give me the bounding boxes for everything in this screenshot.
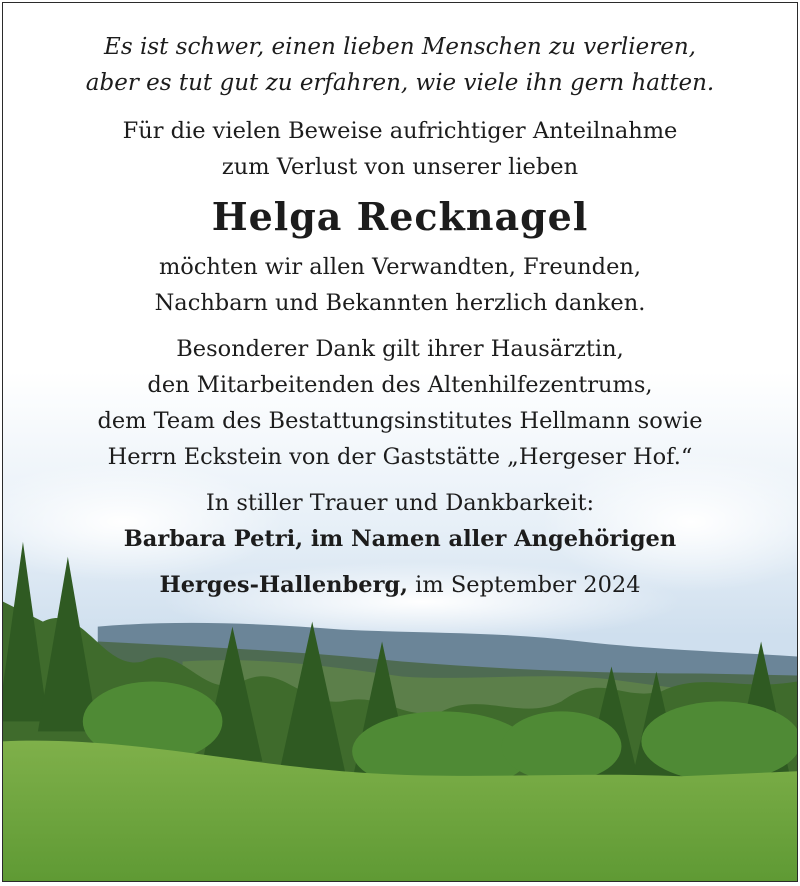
obituary-text <box>3 3 797 603</box>
special-thanks <box>3 331 797 475</box>
deceased-name: Helga Recknagel <box>211 194 589 239</box>
thanks <box>3 249 797 321</box>
intro-line-2: zum Verlust von unserer lieben <box>221 154 579 180</box>
intro-line-1: Für die vielen Beweise aufrichtiger Anteilnahme <box>122 118 678 144</box>
place: Herges-Hallenberg, <box>159 572 408 598</box>
motto <box>3 29 797 101</box>
thanks-line-2: Nachbarn und Bekannten herzlich danken. <box>154 290 646 316</box>
intro <box>3 113 797 185</box>
motto-line-1: Es ist schwer, einen lieben Menschen zu verlieren, <box>104 34 696 60</box>
obituary-card <box>2 2 798 882</box>
closing-line: In stiller Trauer und Dankbarkeit: <box>205 490 595 516</box>
special-thanks-line-1: Besonderer Dank gilt ihrer Hausärztin, <box>176 336 624 362</box>
motto-line-2: aber es tut gut zu erfahren, wie viele ihn gern hatten. <box>85 70 715 96</box>
date: im September 2024 <box>408 572 641 598</box>
place-date <box>3 567 797 603</box>
special-thanks-line-4: Herrn Eckstein von der Gaststätte „Hergeser Hof.“ <box>107 444 693 470</box>
special-thanks-line-3: dem Team des Bestattungsinstitutes Hellmann sowie <box>97 408 703 434</box>
special-thanks-line-2: den Mitarbeitenden des Altenhilfezentrums, <box>147 372 653 398</box>
closing <box>3 485 797 603</box>
thanks-line-1: möchten wir allen Verwandten, Freunden, <box>158 254 642 280</box>
signature: Barbara Petri, im Namen aller Angehörigen <box>123 526 677 552</box>
